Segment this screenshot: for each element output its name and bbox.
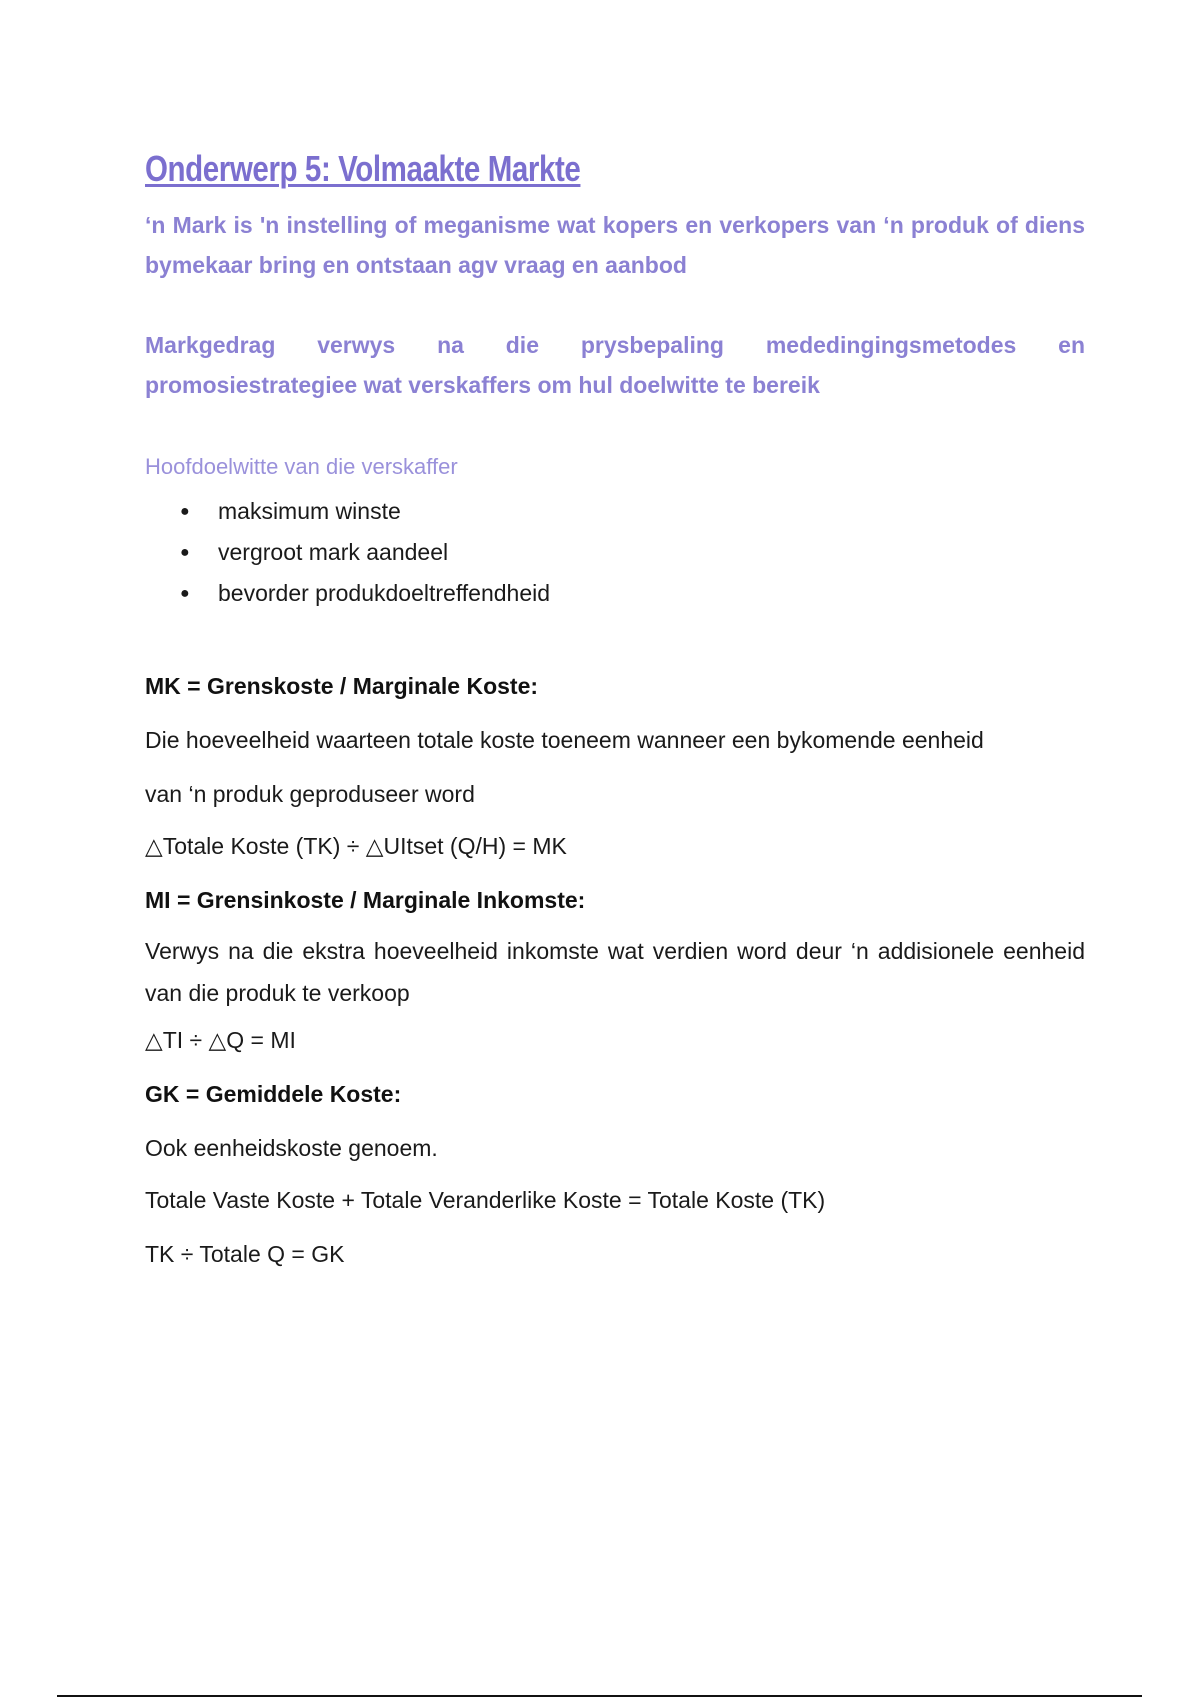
mi-heading: MI = Grensinkoste / Marginale Inkomste: (145, 887, 586, 913)
objectives-list (145, 491, 1085, 614)
objectives-heading: Hoofdoelwitte van die verskaffer (145, 454, 458, 479)
market-definition: ‘n Mark is 'n instelling of meganisme wat kopers en verkopers van ‘n produk of diens bymekaar bring en ontstaan agv vraag en aanbod (145, 212, 1085, 278)
list-item: ● bevorder produkdoeltreffendheid (180, 573, 1085, 614)
page-title: Onderwerp 5: Volmaakte Markte (145, 148, 581, 189)
mk-formula: △Totale Koste (TK) ÷ △UItset (Q/H) = MK (145, 833, 567, 859)
gk-heading: GK = Gemiddele Koste: (145, 1081, 402, 1107)
mk-definition-line1: Die hoeveelheid waarteen totale koste toeneem wanneer een bykomende eenheid (145, 727, 984, 753)
list-item: ● maksimum winste (180, 491, 1085, 532)
list-item: ● vergroot mark aandeel (180, 532, 1085, 573)
footer-divider (57, 1695, 1142, 1697)
gk-formula: TK ÷ Totale Q = GK (145, 1241, 345, 1267)
mi-definition: Verwys na die ekstra hoeveelheid inkomste wat verdien word deur ‘n addisionele eenheid van die produk te verkoop (145, 938, 1085, 1006)
gk-definition: Ook eenheidskoste genoem. (145, 1135, 438, 1161)
mk-heading: MK = Grenskoste / Marginale Koste: (145, 673, 539, 699)
mk-definition-line2: van ‘n produk geproduseer word (145, 781, 475, 807)
gk-total-cost: Totale Vaste Koste + Totale Veranderlike Koste = Totale Koste (TK) (145, 1187, 826, 1213)
market-behaviour: Markgedrag verwys na die prysbepaling mededingingsmetodes en promosiestrategiee wat verskaffers om hul doelwitte te bereik (145, 332, 1085, 398)
mi-formula: △TI ÷ △Q = MI (145, 1027, 296, 1053)
document-page (145, 145, 1085, 1270)
